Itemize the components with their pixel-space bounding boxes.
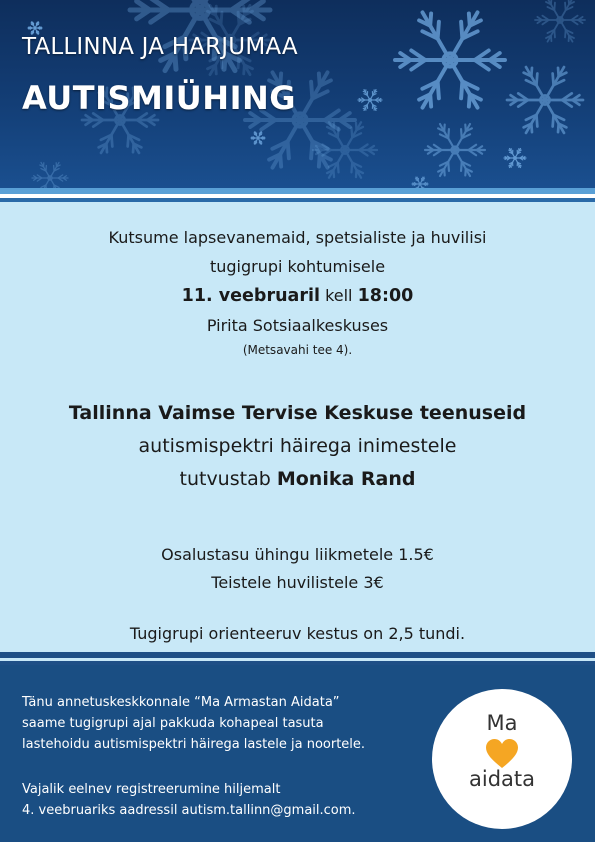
invite-line: tugigrupi kohtumisele [209,257,386,276]
snowflake-shape [251,132,265,144]
snowflake-shape [507,67,583,133]
snowflake-shape [412,177,428,188]
snowflake-shape [395,12,505,107]
logo-text-top: Ma [486,711,518,735]
snowflake-shape [425,124,485,176]
speaker-prefix: tutvustab [179,468,271,490]
event-info-panel [0,202,595,652]
event-datetime [0,286,595,306]
fee-members: Osalustasu ühingu liikmetele 1.5€ [161,545,434,564]
snowflake-shape [28,22,42,34]
footer-text-line: Tänu annetuskeskkonnale “Ma Armastan Aidata” [22,695,340,710]
speaker-name: Monika Rand [276,468,416,490]
registration-line: Vajalik eelnev registreerumine hiljemalt [22,782,281,797]
duration-note: Tugigrupi orienteeruv kestus on 2,5 tundi. [129,624,466,643]
event-time: 18:00 [357,286,414,306]
fee-others: Teistele huvilistele 3€ [211,573,384,592]
snowflake-shape [504,148,526,167]
talk-title: Tallinna Vaimse Tervise Keskuse teenuseid [68,402,527,424]
snowflake-shape [32,162,68,188]
org-name-line2: AUTISMIÜHING [22,79,297,117]
footer-text-line: saame tugigrupi ajal pakkuda kohapeal tasuta [22,716,324,731]
talk-speaker-line [0,468,595,490]
event-date: 11. veebruaril [181,286,320,306]
snowflake-shape [313,122,377,177]
footer-panel [0,665,595,842]
header-banner [0,0,595,188]
talk-subtitle: autismispektri häirega inimestele [138,435,457,457]
ma-aidata-logo [432,689,572,829]
time-prefix: kell [325,286,353,305]
registration-email-line: 4. veebruariks aadressil autism.tallinn@gmail.com. [22,803,356,818]
event-address: (Metsavahi tee 4). [242,343,353,357]
event-venue: Pirita Sotsiaalkeskuses [206,316,389,335]
org-name-line1: TALLINNA JA HARJUMAA [22,34,298,60]
heart-icon [486,739,518,769]
footer-text-line: lastehoidu autismispektri häirega lastele ja noortele. [22,737,366,752]
snowflake-shape [358,90,382,111]
invite-line: Kutsume lapsevanemaid, spetsialiste ja huvilisi [108,228,487,247]
snowflake-shape [535,0,585,42]
logo-text-bottom: aidata [468,767,535,791]
